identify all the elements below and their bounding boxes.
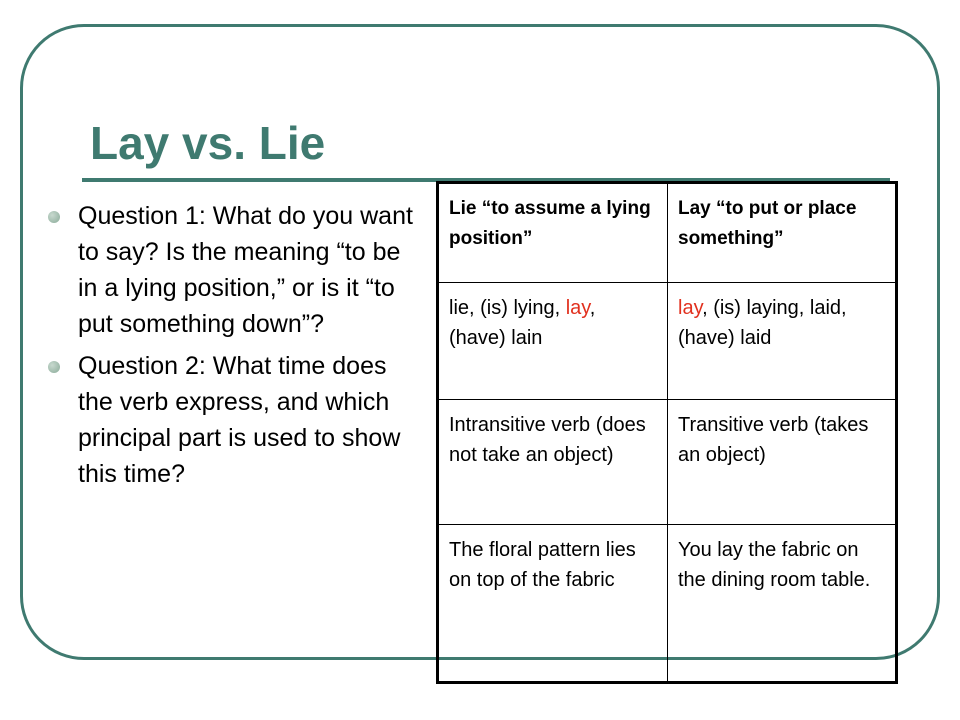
bullet-question-2	[40, 348, 420, 492]
header-lay: Lay “to put or place something”	[668, 183, 897, 283]
bullet-dot-icon	[48, 361, 60, 373]
lay-forms-highlight: lay	[678, 297, 703, 319]
cell-lay-type: Transitive verb (takes an object)	[668, 400, 897, 525]
lie-forms-after: , (have) lain	[449, 297, 596, 349]
cell-lie-type: Intransitive verb (does not take an object)	[438, 400, 668, 525]
table-header-row	[438, 183, 897, 283]
bullet-list	[40, 198, 420, 498]
bullet-question-1	[40, 198, 420, 342]
bullet-text: Question 1: What do you want to say? Is the meaning “to be in a lying position,” or is it “to put something down”?	[78, 202, 413, 338]
lie-forms-highlight: lay	[565, 297, 590, 319]
bullet-dot-icon	[48, 211, 60, 223]
cell-lay-example: You lay the fabric on the dining room table.	[668, 525, 897, 683]
cell-lie-example: The floral pattern lies on top of the fabric	[438, 525, 668, 683]
table-row-verb-type	[438, 400, 897, 525]
lie-forms-before: lie, (is) lying,	[449, 297, 566, 319]
cell-lie-forms	[438, 283, 668, 400]
header-lie: Lie “to assume a lying position”	[438, 183, 668, 283]
table-row-example	[438, 525, 897, 683]
lie-lay-comparison-table	[436, 181, 898, 684]
lay-forms-after: , (is) laying, laid, (have) laid	[678, 297, 847, 349]
table-row-principal-parts	[438, 283, 897, 400]
cell-lay-forms	[668, 283, 897, 400]
slide-title: Lay vs. Lie	[90, 117, 326, 169]
bullet-text: Question 2: What time does the verb express, and which principal part is used to show this time?	[78, 352, 401, 488]
